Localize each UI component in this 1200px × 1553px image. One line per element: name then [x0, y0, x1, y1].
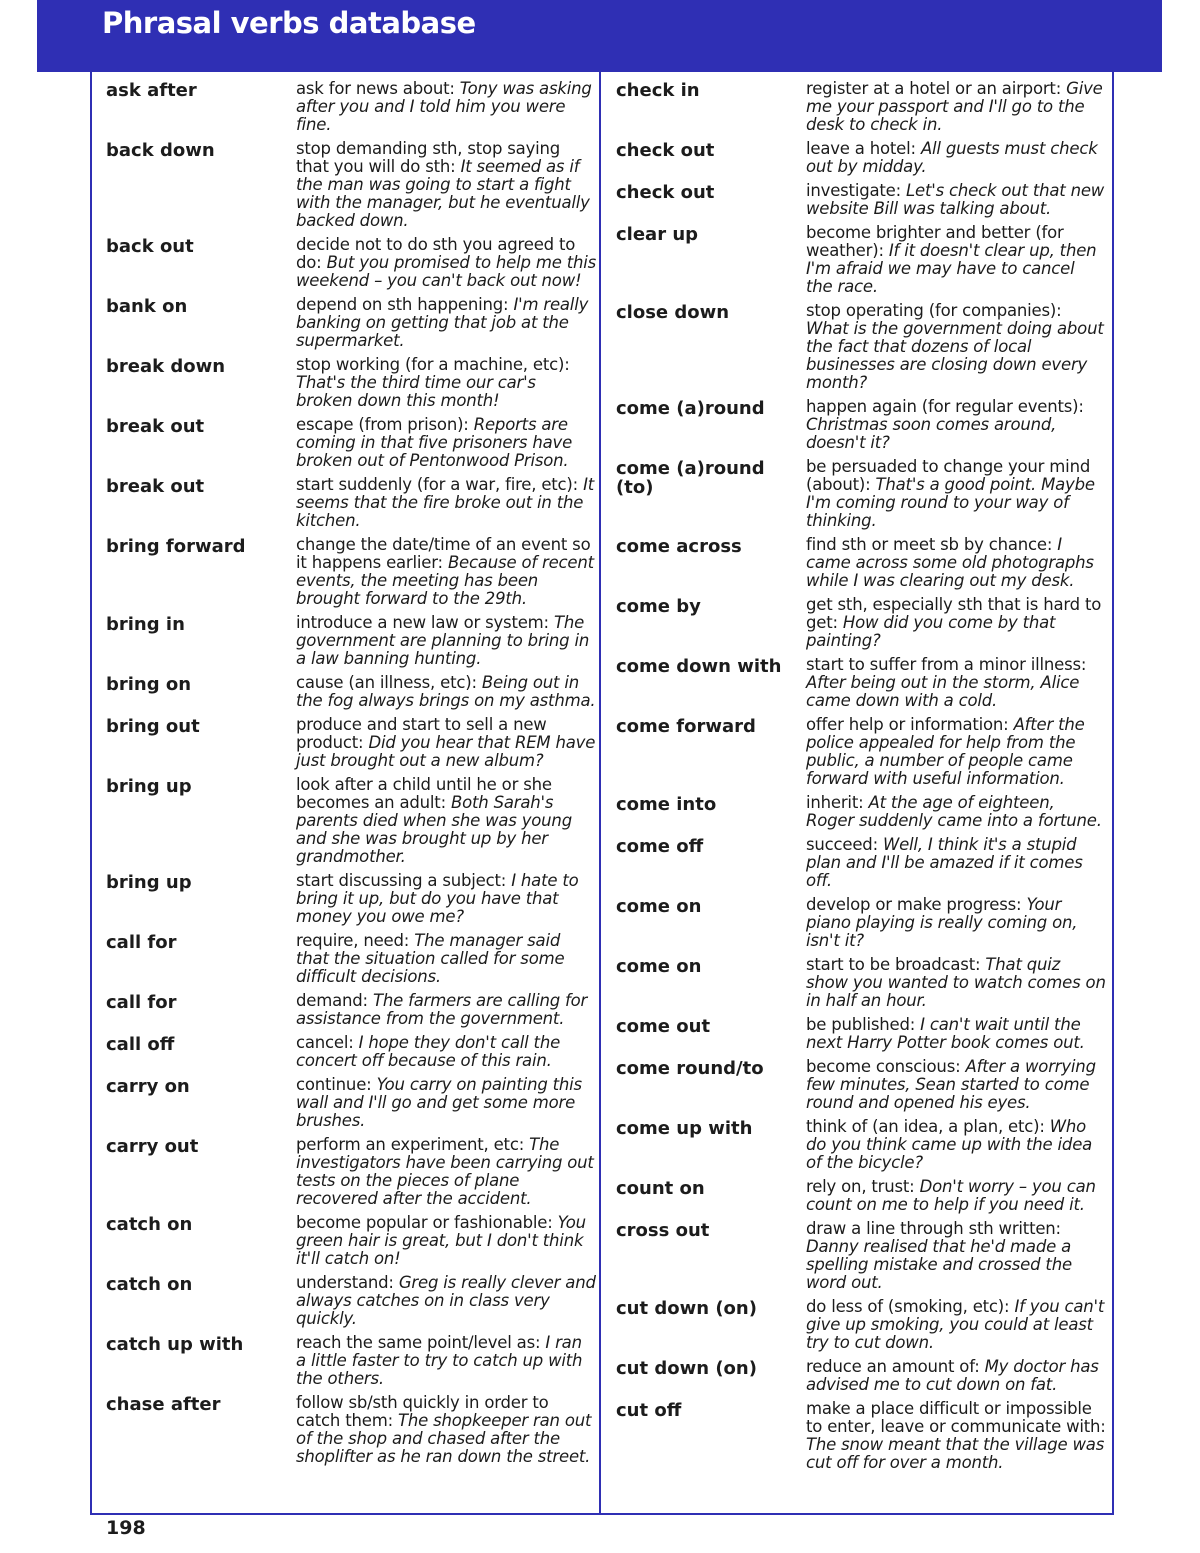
definition-text: escape (from prison): [296, 415, 474, 434]
phrasal-verb: come out [616, 1016, 711, 1037]
example-sentence: Being out in the fog always brings on my asthma. [296, 673, 596, 710]
verb-entry [616, 536, 1106, 590]
verb-entry [616, 224, 1106, 296]
verb-definition [296, 416, 596, 470]
definition-text: be persuaded to change your mind (about): [806, 457, 1091, 494]
example-sentence: Both Sarah's parents died when she was young and she was brought up by her grandmother. [296, 793, 572, 866]
verb-entry [106, 140, 596, 230]
example-sentence: It seems that the fire broke out in the kitchen. [296, 475, 595, 530]
verb-definition [296, 716, 596, 770]
definition-text: start to be broadcast: [806, 955, 986, 974]
phrasal-verb: check out [616, 182, 715, 203]
verb-entry [106, 356, 596, 410]
definition-text: ask for news about: [296, 79, 460, 98]
phrasal-verb: cut down (on) [616, 1358, 757, 1379]
phrasal-verb: come down with [616, 656, 782, 677]
verb-definition [806, 302, 1106, 392]
definition-text: find sth or meet sb by chance: [806, 535, 1058, 554]
verb-entry [616, 896, 1106, 950]
definition-text: register at a hotel or an airport: [806, 79, 1067, 98]
example-sentence: The shopkeeper ran out of the shop and chased after the shoplifter as he ran down the street. [296, 1411, 592, 1466]
phrasal-verb: come across [616, 536, 742, 557]
verb-definition [296, 140, 596, 230]
definition-text: get sth, especially sth that is hard to get: [806, 595, 1102, 632]
definition-text: understand: [296, 1273, 399, 1292]
example-sentence: I came across some old photographs while I was clearing out my desk. [806, 535, 1094, 590]
example-sentence: Let's check out that new website Bill was talking about. [806, 181, 1105, 218]
definition-text: be published: [806, 1015, 921, 1034]
verb-entry [106, 1214, 596, 1268]
example-sentence: Well, I think it's a stupid plan and I'll be amazed if it comes off. [806, 835, 1083, 890]
example-sentence: It seemed as if the man was going to start a fight with the manager, but he eventually backed down. [296, 157, 590, 230]
definition-text: become brighter and better (for weather): [806, 223, 1064, 260]
definition-text: do less of (smoking, etc): [806, 1297, 1015, 1316]
definition-text: stop operating (for companies): [806, 301, 1062, 320]
phrasal-verb: come forward [616, 716, 756, 737]
example-sentence: If you can't give up smoking, you could at least try to cut down. [806, 1297, 1105, 1352]
verb-definition [806, 1118, 1106, 1172]
example-sentence: Because of recent events, the meeting has been brought forward to the 29th. [296, 553, 594, 608]
verb-entry [616, 836, 1106, 890]
page-title: Phrasal verbs database [102, 6, 476, 40]
verb-entry [106, 80, 596, 134]
verb-definition [806, 596, 1106, 650]
phrasal-verb: catch on [106, 1214, 193, 1235]
verb-definition [806, 956, 1106, 1010]
example-sentence: The farmers are calling for assistance from the government. [296, 991, 588, 1028]
example-sentence: You carry on painting this wall and I'll go and get some more brushes. [296, 1075, 582, 1130]
verb-definition [806, 398, 1106, 452]
definition-text: change the date/time of an event so it happens earlier: [296, 535, 591, 572]
phrasal-verb: check out [616, 140, 715, 161]
verb-definition [296, 1334, 596, 1388]
verb-definition [296, 614, 596, 668]
verb-entry [106, 236, 596, 290]
verb-entry [106, 674, 596, 710]
verb-entry [106, 296, 596, 350]
verb-entry [106, 1136, 596, 1208]
phrasal-verb: come up with [616, 1118, 753, 1139]
phrasal-verb: come (a)round (to) [616, 458, 765, 498]
verb-definition [296, 1034, 596, 1070]
verb-definition [296, 1394, 596, 1466]
verb-entry [106, 776, 596, 866]
verb-definition [296, 992, 596, 1028]
verb-definition [806, 140, 1106, 176]
verb-entry [616, 716, 1106, 788]
verb-entry [616, 302, 1106, 392]
phrasal-verb: back down [106, 140, 215, 161]
phrasal-verb: carry on [106, 1076, 190, 1097]
definition-text: continue: [296, 1075, 377, 1094]
verb-definition [296, 872, 596, 926]
verb-entry [106, 1076, 596, 1130]
verb-entry [616, 398, 1106, 452]
verb-entry [616, 1178, 1106, 1214]
phrasal-verb: call for [106, 932, 177, 953]
example-sentence: That's the third time our car's broken down this month! [296, 373, 536, 410]
verb-entry [616, 1220, 1106, 1292]
example-sentence: Did you hear that REM have just brought out a new album? [296, 733, 596, 770]
verb-definition [806, 224, 1106, 296]
phrasal-verb: come round/to [616, 1058, 764, 1079]
verb-definition [806, 1298, 1106, 1352]
verb-entry [616, 1358, 1106, 1394]
example-sentence: Danny realised that he'd made a spelling mistake and crossed the word out. [806, 1237, 1072, 1292]
phrasal-verb: call off [106, 1034, 175, 1055]
definition-text: happen again (for regular events): [806, 397, 1084, 416]
verb-definition [806, 896, 1106, 950]
definition-text: reach the same point/level as: [296, 1333, 546, 1352]
verb-entry [616, 458, 1106, 530]
example-sentence: After being out in the storm, Alice came down with a cold. [806, 673, 1080, 710]
verb-entry [106, 1394, 596, 1466]
example-sentence: Your piano playing is really coming on, isn't it? [806, 895, 1078, 950]
phrasal-verb: carry out [106, 1136, 199, 1157]
verb-definition [806, 716, 1106, 788]
phrasal-verb: catch up with [106, 1334, 244, 1355]
phrasal-verb: bring up [106, 872, 192, 893]
verb-definition [806, 536, 1106, 590]
example-sentence: The government are planning to bring in a law banning hunting. [296, 613, 590, 668]
phrasal-verb: come (a)round [616, 398, 765, 419]
definition-text: introduce a new law or system: [296, 613, 554, 632]
example-sentence: My doctor has advised me to cut down on fat. [806, 1357, 1099, 1394]
verb-entry [106, 992, 596, 1028]
verb-entry [106, 1334, 596, 1388]
definition-text: require, need: [296, 931, 415, 950]
definition-text: depend on sth happening: [296, 295, 514, 314]
phrasal-verb: bring on [106, 674, 192, 695]
example-sentence: Who do you think came up with the idea of the bicycle? [806, 1117, 1093, 1172]
verb-entry [616, 80, 1106, 134]
verb-entry [106, 416, 596, 470]
verb-entry [616, 182, 1106, 218]
verb-definition [806, 80, 1106, 134]
verb-entry [616, 140, 1106, 176]
verb-entry [616, 656, 1106, 710]
column-divider [599, 72, 601, 1515]
phrasal-verb: bring up [106, 776, 192, 797]
definition-text: think of (an idea, a plan, etc): [806, 1117, 1050, 1136]
example-sentence: Tony was asking after you and I told him you were fine. [296, 79, 592, 134]
example-sentence: I hate to bring it up, but do you have that money you owe me? [296, 871, 579, 926]
verb-entry [616, 1400, 1106, 1472]
phrasal-verb: come off [616, 836, 704, 857]
verb-definition [296, 776, 596, 866]
example-sentence: But you promised to help me this weekend – you can't back out now! [296, 253, 597, 290]
verb-definition [806, 458, 1106, 530]
example-sentence: Greg is really clever and always catches on in class very quickly. [296, 1273, 596, 1328]
verb-definition [296, 674, 596, 710]
phrasal-verb: break down [106, 356, 226, 377]
definition-text: become popular or fashionable: [296, 1213, 558, 1232]
phrasal-verb: break out [106, 476, 205, 497]
verb-definition [806, 836, 1106, 890]
definition-text: reduce an amount of: [806, 1357, 985, 1376]
phrasal-verb: come by [616, 596, 701, 617]
verb-definition [806, 1400, 1106, 1472]
verb-entry [106, 614, 596, 668]
definition-text: develop or make progress: [806, 895, 1027, 914]
verb-entry [616, 956, 1106, 1010]
verb-entry [106, 932, 596, 986]
page-number: 198 [106, 1517, 146, 1539]
example-sentence: All guests must check out by midday. [806, 139, 1098, 176]
example-sentence: That's a good point. Maybe I'm coming round to your way of thinking. [806, 475, 1095, 530]
left-column [106, 80, 596, 1472]
example-sentence: After the police appealed for help from the public, a number of people came forward with useful information. [806, 715, 1085, 788]
definition-text: look after a child until he or she becomes an adult: [296, 775, 552, 812]
example-sentence: You green hair is great, but I don't think it'll catch on! [296, 1213, 586, 1268]
verb-definition [296, 1274, 596, 1328]
phrasal-verb: cut off [616, 1400, 682, 1421]
definition-text: start to suffer from a minor illness: [806, 655, 1087, 674]
example-sentence: How did you come by that painting? [806, 613, 1056, 650]
verb-entry [106, 716, 596, 770]
phrasal-verb: bring in [106, 614, 185, 635]
example-sentence: Give me your passport and I'll go to the desk to check in. [806, 79, 1103, 134]
definition-text: start discussing a subject: [296, 871, 512, 890]
phrasal-verb: close down [616, 302, 730, 323]
phrasal-verb: bring out [106, 716, 200, 737]
example-sentence: The manager said that the situation called for some difficult decisions. [296, 931, 565, 986]
example-sentence: The snow meant that the village was cut off for over a month. [806, 1435, 1105, 1472]
verb-definition [296, 356, 596, 410]
definition-text: become conscious: [806, 1057, 966, 1076]
phrasal-verb: clear up [616, 224, 699, 245]
definition-text: start suddenly (for a war, fire, etc): [296, 475, 584, 494]
definition-text: stop working (for a machine, etc): [296, 355, 570, 374]
example-sentence: If it doesn't clear up, then I'm afraid we may have to cancel the race. [806, 241, 1097, 296]
verb-definition [806, 1178, 1106, 1214]
definition-text: rely on, trust: [806, 1177, 920, 1196]
verb-entry [616, 596, 1106, 650]
verb-definition [296, 296, 596, 350]
example-sentence: At the age of eighteen, Roger suddenly came into a fortune. [806, 793, 1102, 830]
verb-definition [806, 1016, 1106, 1052]
verb-definition [806, 794, 1106, 830]
verb-definition [296, 1214, 596, 1268]
definition-text: cause (an illness, etc): [296, 673, 482, 692]
example-sentence: I'm really banking on getting that job at the supermarket. [296, 295, 589, 350]
definition-text: investigate: [806, 181, 907, 200]
phrasal-verb: ask after [106, 80, 197, 101]
definition-text: cancel: [296, 1033, 359, 1052]
definition-text: make a place difficult or impossible to enter, leave or communicate with: [806, 1399, 1106, 1436]
verb-definition [806, 1358, 1106, 1394]
definition-text: succeed: [806, 835, 883, 854]
verb-entry [106, 872, 596, 926]
example-sentence: I hope they don't call the concert off because of this rain. [296, 1033, 561, 1070]
verb-entry [616, 1298, 1106, 1352]
header-banner [37, 0, 1162, 72]
definition-text: leave a hotel: [806, 139, 921, 158]
example-sentence: After a worrying few minutes, Sean started to come round and opened his eyes. [806, 1057, 1096, 1112]
phrasal-verb: come on [616, 956, 702, 977]
example-sentence: Christmas soon comes around, doesn't it? [806, 415, 1057, 452]
verb-definition [806, 1220, 1106, 1292]
verb-entry [616, 794, 1106, 830]
definition-text: demand: [296, 991, 373, 1010]
phrasal-verb: cut down (on) [616, 1298, 757, 1319]
verb-entry [106, 1274, 596, 1328]
definition-text: draw a line through sth written: [806, 1219, 1061, 1238]
definition-text: perform an experiment, etc: [296, 1135, 530, 1154]
definition-text: decide not to do sth you agreed to do: [296, 235, 576, 272]
example-sentence: That quiz show you wanted to watch comes on in half an hour. [806, 955, 1106, 1010]
example-sentence: What is the government doing about the fact that dozens of local businesses are closing down every month? [806, 319, 1104, 392]
phrasal-verb: call for [106, 992, 177, 1013]
verb-entry [616, 1058, 1106, 1112]
phrasal-verb: cross out [616, 1220, 710, 1241]
phrasal-verb: bring forward [106, 536, 246, 557]
phrasal-verb: count on [616, 1178, 705, 1199]
phrasal-verb: back out [106, 236, 194, 257]
verb-definition [806, 182, 1106, 218]
verb-entry [616, 1016, 1106, 1052]
verb-entry [106, 1034, 596, 1070]
definition-text: offer help or information: [806, 715, 1014, 734]
verb-definition [296, 932, 596, 986]
verb-definition [296, 476, 596, 530]
verb-definition [806, 1058, 1106, 1112]
verb-definition [296, 536, 596, 608]
verb-entry [106, 476, 596, 530]
phrasal-verb: come on [616, 896, 702, 917]
verb-definition [806, 656, 1106, 710]
verb-definition [296, 236, 596, 290]
definition-text: inherit: [806, 793, 869, 812]
example-sentence: I can't wait until the next Harry Potter book comes out. [806, 1015, 1085, 1052]
example-sentence: Don't worry – you can count on me to help if you need it. [806, 1177, 1096, 1214]
verb-definition [296, 1076, 596, 1130]
phrasal-verb: catch on [106, 1274, 193, 1295]
phrasal-verb: bank on [106, 296, 188, 317]
example-sentence: Reports are coming in that five prisoners have broken out of Pentonwood Prison. [296, 415, 573, 470]
verb-entry [106, 536, 596, 608]
phrasal-verb: check in [616, 80, 700, 101]
verb-definition [296, 1136, 596, 1208]
example-sentence: The investigators have been carrying out tests on the pieces of plane recovered after the accident. [296, 1135, 594, 1208]
phrasal-verb: chase after [106, 1394, 221, 1415]
phrasal-verb: break out [106, 416, 205, 437]
phrasal-verb: come into [616, 794, 717, 815]
verb-entry [616, 1118, 1106, 1172]
right-column [616, 80, 1106, 1478]
example-sentence: I ran a little faster to try to catch up with the others. [296, 1333, 583, 1388]
definition-text: stop demanding sth, stop saying that you will do sth: [296, 139, 561, 176]
definition-text: follow sb/sth quickly in order to catch them: [296, 1393, 549, 1430]
definition-text: produce and start to sell a new product: [296, 715, 547, 752]
verb-definition [296, 80, 596, 134]
